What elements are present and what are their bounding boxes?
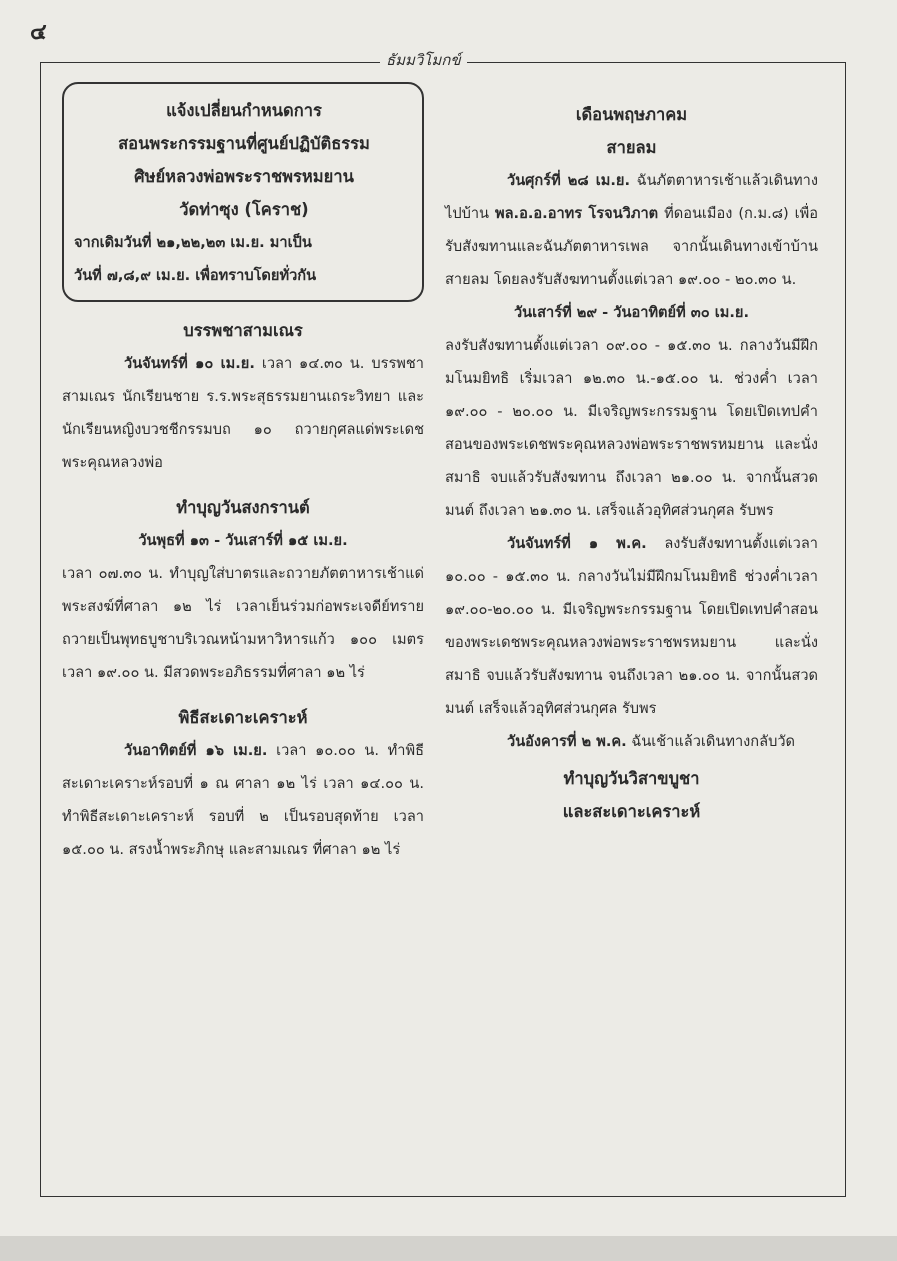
notice-line: ศิษย์หลวงพ่อพระราชพรหมยาน: [134, 167, 354, 186]
section-title: บรรพชาสามเณร: [183, 321, 303, 340]
notice-line: สอนพระกรรมฐานที่ศูนย์ปฏิบัติธรรม: [118, 134, 370, 153]
section-title: ทำบุญวันสงกรานต์: [176, 498, 310, 517]
left-column: [62, 82, 424, 866]
ceremony-section: [62, 701, 424, 866]
section-text: เวลา ๐๗.๓๐ น. ทำบุญใส่บาตรและถวายภัตตาหารเช้าแด่พระสงฆ์ที่ศาลา ๑๒ ไร่ เวลาเย็นร่วมก่อพระเจดีย์ทรายถวายเป็นพุทธบูชาบริเวณหน้ามหาวิหารแก้ว ๑๐๐ เมตร เวลา ๑๙.๐๐ น. มีสวดพระอภิธรรมที่ศาลา ๑๒ ไร่: [62, 565, 424, 681]
songkran-section: [62, 491, 424, 689]
notice-line: วัดท่าซุง (โคราช): [179, 200, 309, 219]
entry-date: วันจันทร์ที่ ๑ พ.ค.: [507, 535, 647, 552]
notice-line: วันที่ ๗,๘,๙ เม.ย. เพื่อทราบโดยทั่วกัน: [74, 267, 317, 284]
page-number: ๔: [30, 20, 47, 45]
section-title: และสะเดาะเคราะห์: [562, 802, 701, 821]
month-title: เดือนพฤษภาคม: [575, 105, 688, 124]
section-date: วันพุธที่ ๑๓ - วันเสาร์ที่ ๑๕ เม.ย.: [138, 532, 348, 549]
scan-bottom-edge: [0, 1236, 897, 1261]
section-time: เวลา ๑๔.๓๐ น.: [261, 355, 365, 372]
entry-date: วันอังคารที่ ๒ พ.ค.: [507, 733, 627, 750]
entry-text: ลงรับสังฆทานตั้งแต่เวลา ๐๙.๐๐ - ๑๕.๓๐ น. กลางวันมีฝึกมโนมยิทธิ เริ่มเวลา ๑๒.๓๐ น.-๑๕.๐๐ น. ช่วงค่ำ เวลา ๑๙.๐๐ - ๒๐.๐๐ น. มีเจริญพระกรรมฐาน โดยเปิดเทปคำสอนของพระเดชพระคุณหลวงพ่อพระราชพรหมยาน และนั่งสมาธิ จบแล้วรับสังฆทาน ถึงเวลา ๒๑.๐๐ น. จากนั้นสวดมนต์ ถึงเวลา ๒๑.๓๐ น. เสร็จแล้วอุทิศส่วนกุศล รับพร: [445, 337, 818, 519]
notice-box: [62, 82, 424, 302]
entry-person: พล.อ.อ.อาทร โรจนวิภาต: [494, 205, 659, 222]
notice-line: จากเดิมวันที่ ๒๑,๒๒,๒๓ เม.ย. มาเป็น: [74, 234, 312, 251]
section-text: บรรพชาสามเณร นักเรียนชาย ร.ร.พระสุธรรมยานเถระวิทยา และนักเรียนหญิงบวชชีกรรมบถ ๑๐ ถวายกุศลแด่พระเดชพระคุณหลวงพ่อ: [62, 355, 425, 471]
entry-text: ฉันเช้าแล้วเดินทางกลับวัด: [631, 733, 796, 750]
entry-text: ลงรับสังฆทานตั้งแต่เวลา ๑๐.๐๐ - ๑๕.๓๐ น. กลางวันไม่มีฝึกมโนมยิทธิ ช่วงค่ำเวลา ๑๙.๐๐-๒๐.๐๐ น. มีเจริญพระกรรมฐาน โดยเปิดเทปคำสอนของพระเดชพระคุณหลวงพ่อพระราชพรหมยาน และนั่งสมาธิ จบแล้วรับสังฆทาน จนถึงเวลา ๒๑.๐๐ น. จากนั้นสวดมนต์ เสร็จแล้วอุทิศส่วนกุศล รับพร: [445, 535, 818, 717]
section-body: [62, 734, 424, 866]
entry-date: วันเสาร์ที่ ๒๙ - วันอาทิตย์ที่ ๓๐ เม.ย.: [513, 304, 750, 321]
section-text: เวลา ๑๐.๐๐ น. ทำพิธีสะเดาะเคราะห์รอบที่ ๑ ณ ศาลา ๑๒ ไร่ เวลา ๑๔.๐๐ น. ทำพิธีสะเดาะเคราะห์ รอบที่ ๒ เป็นรอบสุดท้าย เวลา ๑๕.๐๐ น. สรงน้ำพระภิกษุ และสามเณร ที่ศาลา ๑๒ ไร่: [62, 742, 424, 858]
right-column: [445, 98, 818, 828]
entry: [445, 527, 818, 725]
section-date: วันจันทร์ที่ ๑๐ เม.ย.: [124, 355, 255, 372]
entry-text: ฉันภัตตาหารเช้าแล้วเดินทางไปบ้าน: [445, 172, 818, 222]
ordination-section: [62, 314, 424, 479]
section-title: ทำบุญวันวิสาขบูชา: [563, 769, 700, 788]
entry: [445, 725, 818, 758]
entry-text: ที่ดอนเมือง (ก.ม.๘) เพื่อรับสังฆทานและฉันภัตตาหารเพล จากนั้นเดินทางเข้าบ้านสายลม โดยลงรับสังฆทานตั้งแต่เวลา ๑๙.๐๐ - ๒๐.๓๐ น.: [445, 205, 819, 288]
entry: [445, 164, 818, 296]
location-title: สายลม: [606, 138, 657, 157]
section-body: [62, 347, 424, 479]
section-title: พิธีสะเดาะเคราะห์: [178, 708, 308, 727]
notice-title: แจ้งเปลี่ยนกำหนดการ: [166, 101, 322, 120]
entry-date: วันศุกร์ที่ ๒๘ เม.ย.: [507, 172, 630, 189]
running-head-title: ธัมมวิโมกข์: [380, 48, 467, 72]
section-date: วันอาทิตย์ที่ ๑๖ เม.ย.: [124, 742, 268, 759]
